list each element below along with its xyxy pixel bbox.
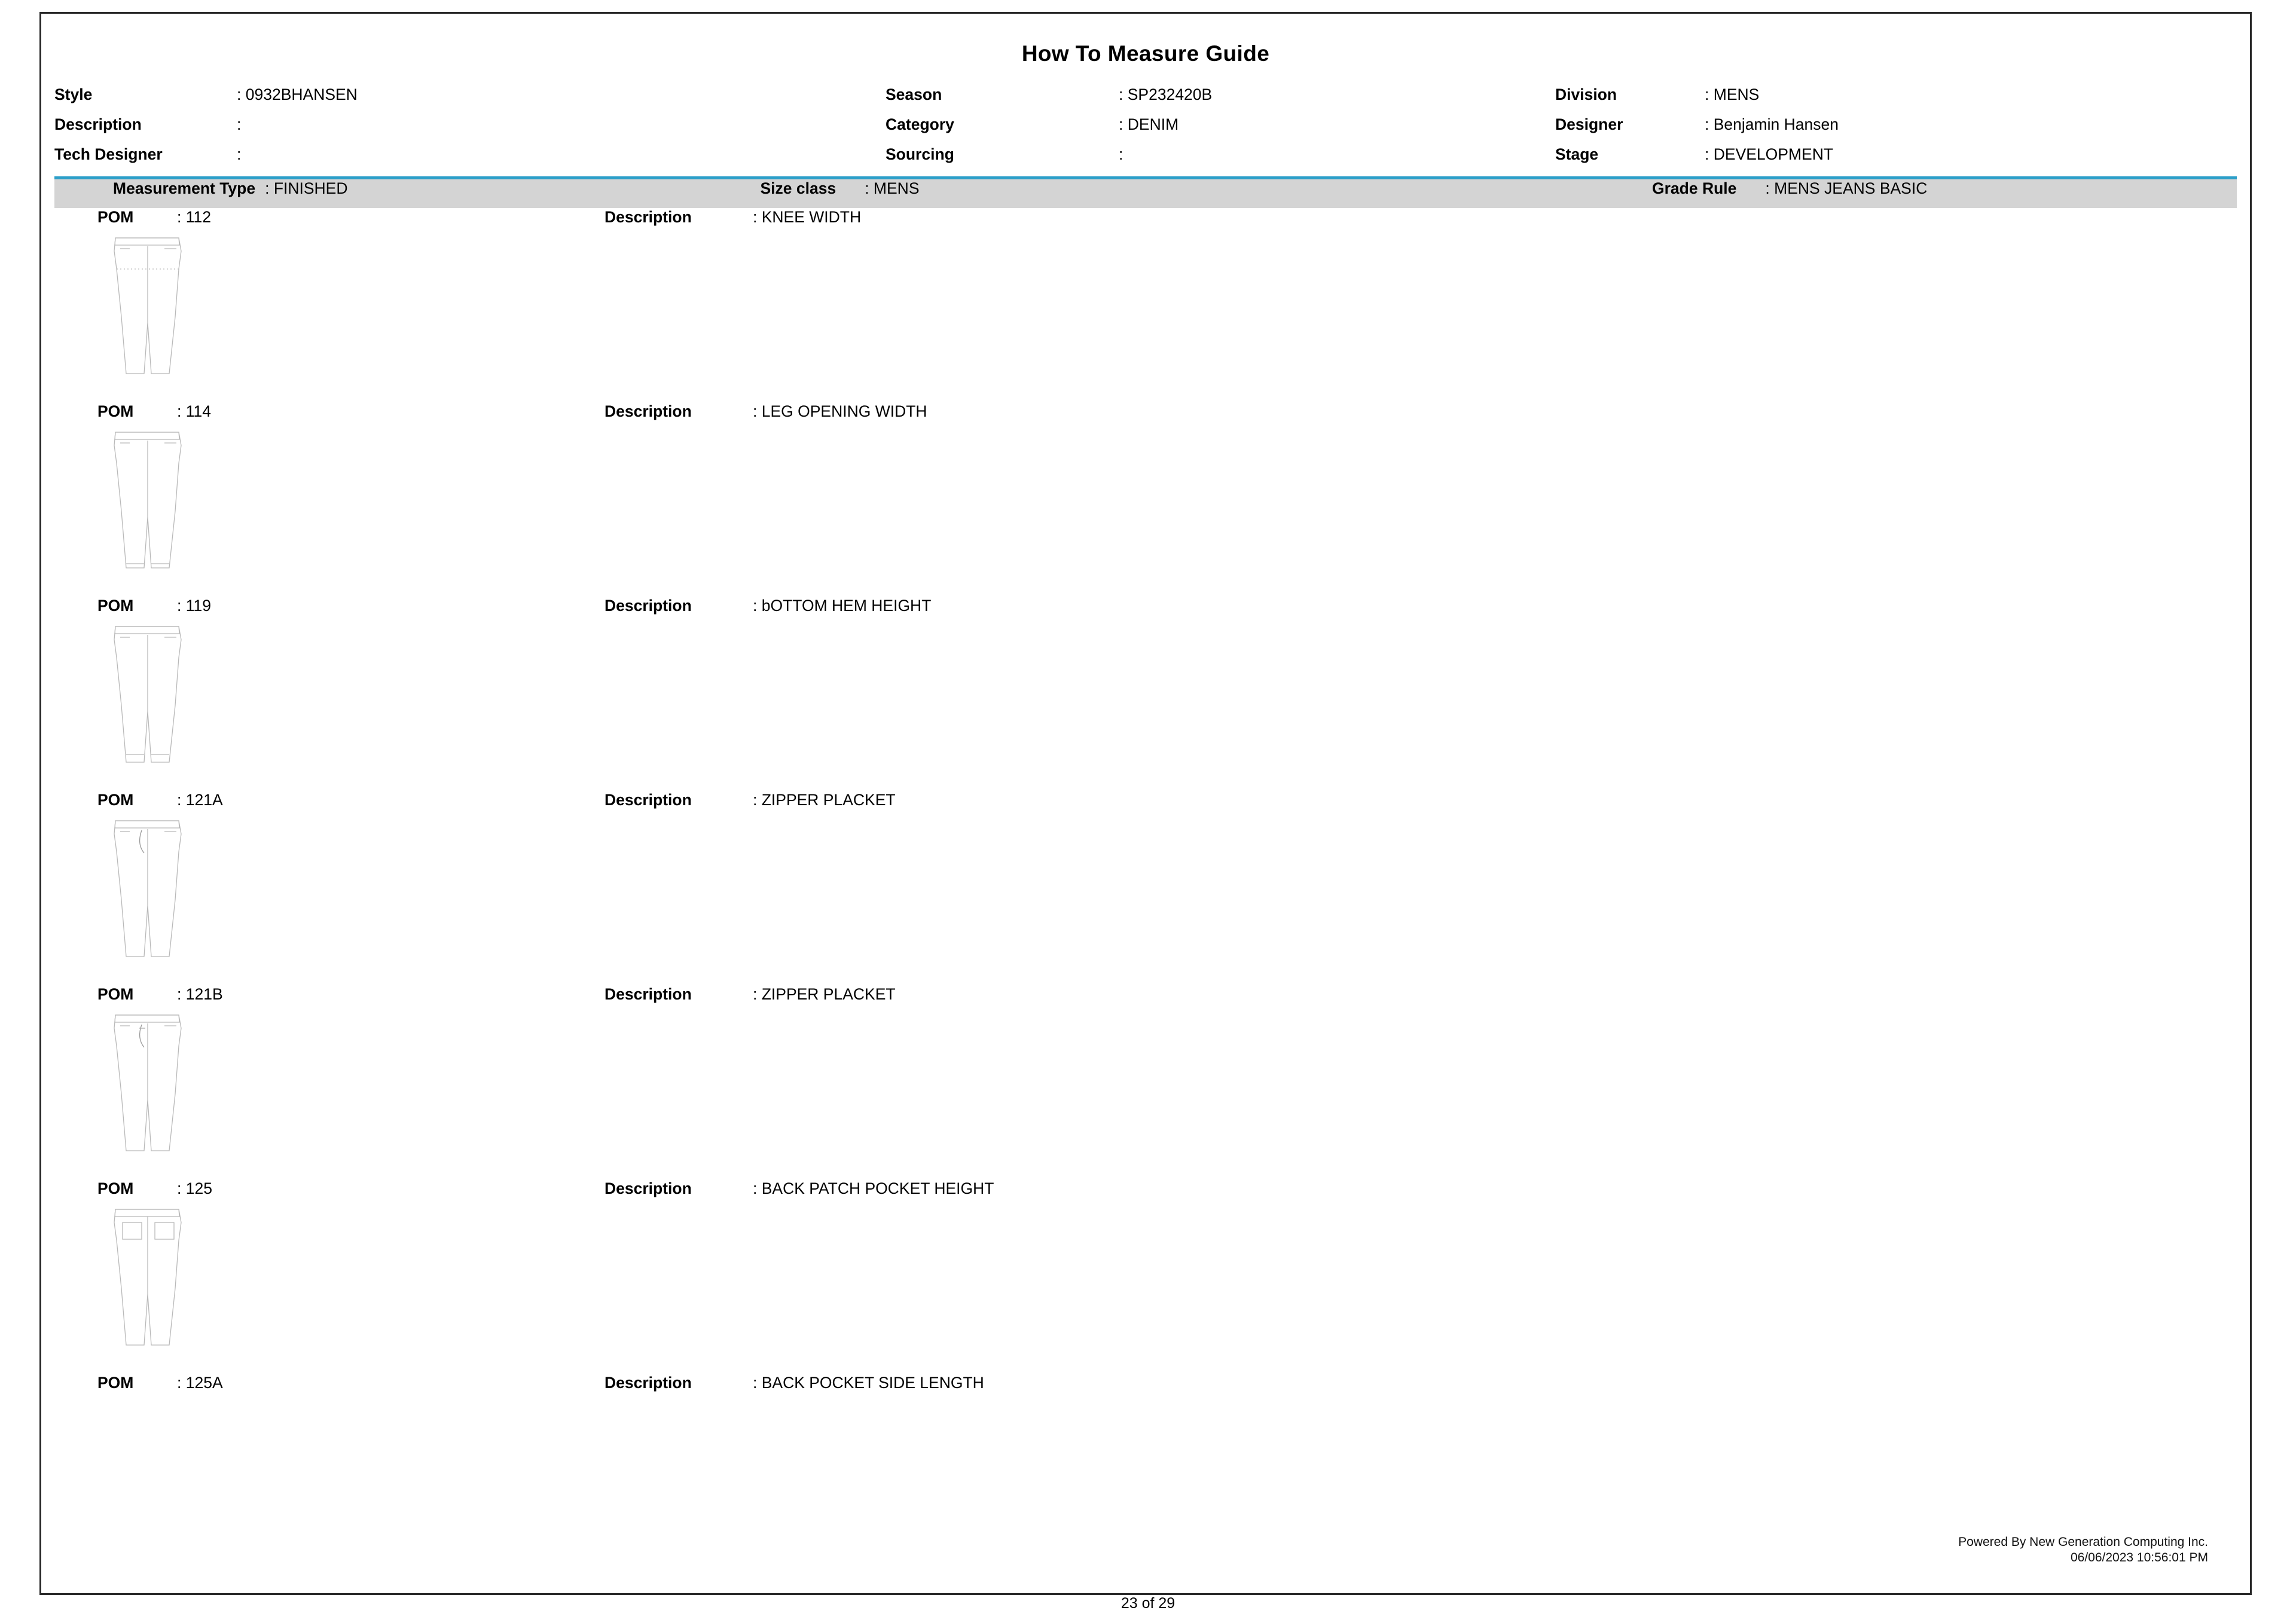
pom-label: POM — [97, 597, 134, 615]
header-field-label: Division — [1555, 85, 1617, 103]
pom-value: : 121B — [177, 985, 223, 1003]
header-meta-row — [54, 139, 2237, 169]
powered-by-text: Powered By New Generation Computing Inc. — [1958, 1535, 2208, 1549]
description-label: Description — [604, 1374, 692, 1392]
header-field-tech-designer — [54, 139, 886, 169]
header-field-stage — [1555, 139, 2183, 169]
grade-rule-group — [1652, 179, 1927, 198]
grade-rule-value: : MENS JEANS BASIC — [1765, 179, 1928, 197]
header-field-style — [54, 80, 886, 109]
pom-label: POM — [97, 985, 134, 1003]
description-label: Description — [604, 1179, 692, 1197]
pom-row — [54, 597, 2237, 791]
measurement-type-group — [113, 179, 920, 198]
pom-row — [54, 791, 2237, 985]
header-field-label: Sourcing — [886, 145, 954, 163]
page-number: 23 of 29 — [1120, 1595, 1176, 1612]
jeans-front-flat-sketch-icon — [102, 1010, 198, 1157]
description-value: : ZIPPER PLACKET — [753, 985, 896, 1003]
pom-value: : 119 — [177, 597, 211, 615]
jeans-front-flat-sketch-icon — [102, 622, 198, 768]
pom-value: : 125A — [177, 1374, 223, 1392]
description-label: Description — [604, 402, 692, 420]
header-meta-row — [54, 109, 2237, 139]
pom-row — [54, 208, 2237, 402]
pom-label: POM — [97, 402, 134, 420]
measurement-type-label: Measurement Type — [113, 179, 256, 197]
header-field-label: Season — [886, 85, 942, 103]
header-field-value: : — [237, 145, 242, 163]
header-field-sourcing — [886, 139, 1555, 169]
description-value: : LEG OPENING WIDTH — [753, 402, 927, 420]
description-value: : bOTTOM HEM HEIGHT — [753, 597, 932, 615]
header-field-label: Designer — [1555, 115, 1623, 133]
header-field-label: Style — [54, 85, 93, 103]
pom-list — [41, 208, 2250, 1553]
page-sheet — [39, 12, 2252, 1595]
header-field-label: Category — [886, 115, 954, 133]
pom-value: : 121A — [177, 791, 223, 809]
grade-rule-label: Grade Rule — [1652, 179, 1737, 197]
measurement-strip — [54, 179, 2237, 208]
header-field-value: : MENS — [1705, 85, 1760, 103]
page-title: How To Measure Guide — [1021, 41, 1270, 66]
header-field-label: Stage — [1555, 145, 1599, 163]
header-field-value: : Benjamin Hansen — [1705, 115, 1839, 133]
description-value: : BACK PATCH POCKET HEIGHT — [753, 1179, 994, 1197]
pom-row — [54, 402, 2237, 597]
header-field-label: Tech Designer — [54, 145, 163, 163]
powered-by-footer — [1958, 1535, 2208, 1566]
header-field-value: : — [237, 115, 242, 133]
header-meta-row — [54, 80, 2237, 109]
jeans-front-flat-sketch-icon — [102, 816, 198, 962]
header-field-season — [886, 80, 1555, 109]
measurement-type-value: : FINISHED — [265, 179, 348, 197]
generated-timestamp: 06/06/2023 10:56:01 PM — [2070, 1550, 2208, 1564]
pom-value: : 114 — [177, 402, 211, 420]
header-field-value: : SP232420B — [1119, 85, 1213, 103]
pom-label: POM — [97, 208, 134, 226]
header-field-label: Description — [54, 115, 142, 133]
pom-row — [54, 985, 2237, 1179]
description-label: Description — [604, 208, 692, 226]
header-field-value: : — [1119, 145, 1123, 163]
header-field-division — [1555, 80, 2183, 109]
header-meta — [41, 80, 2250, 169]
header-field-value: : 0932BHANSEN — [237, 85, 358, 103]
description-label: Description — [604, 985, 692, 1003]
header-field-description — [54, 109, 886, 139]
size-class-value: : MENS — [865, 179, 920, 197]
description-label: Description — [604, 791, 692, 809]
pom-value: : 112 — [177, 208, 211, 226]
description-value: : BACK POCKET SIDE LENGTH — [753, 1374, 984, 1392]
header-field-category — [886, 109, 1555, 139]
header-field-value: : DENIM — [1119, 115, 1179, 133]
pom-row — [54, 1374, 2237, 1553]
pom-label: POM — [97, 1374, 134, 1392]
jeans-back-flat-sketch-icon — [102, 1205, 198, 1351]
size-class-label: Size class — [760, 179, 836, 197]
header-field-designer — [1555, 109, 2183, 139]
pom-label: POM — [97, 1179, 134, 1197]
pom-row — [54, 1179, 2237, 1374]
description-value: : KNEE WIDTH — [753, 208, 862, 226]
pom-label: POM — [97, 791, 134, 809]
jeans-front-flat-sketch-icon — [102, 427, 198, 574]
header-field-value: : DEVELOPMENT — [1705, 145, 1834, 163]
pom-value: : 125 — [177, 1179, 212, 1197]
description-value: : ZIPPER PLACKET — [753, 791, 896, 809]
description-label: Description — [604, 597, 692, 615]
jeans-front-flat-sketch-icon — [102, 233, 198, 380]
